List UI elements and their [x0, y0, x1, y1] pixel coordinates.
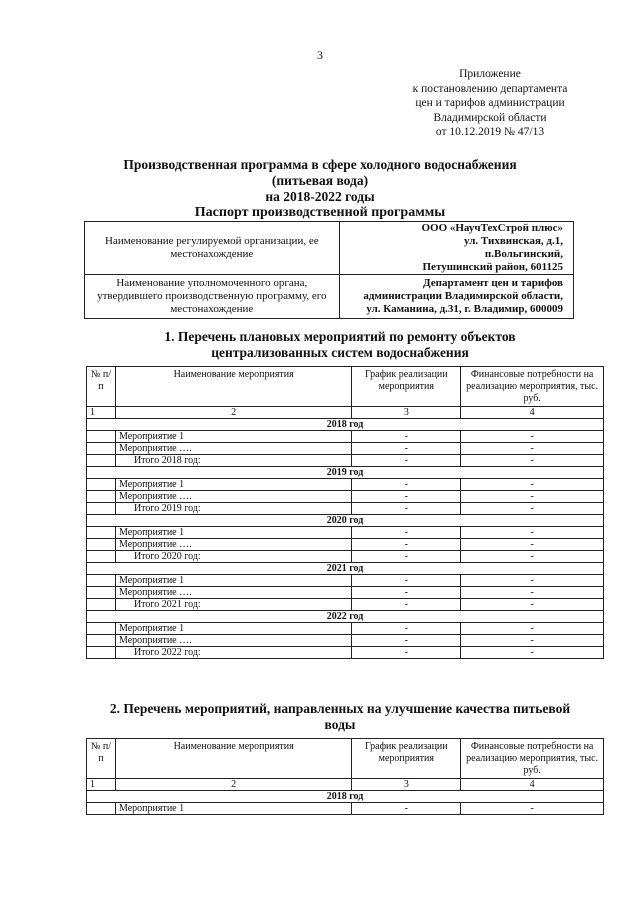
appendix-line: Владимирской области [433, 111, 547, 124]
activity-finance: - [461, 443, 604, 455]
activity-name: Мероприятие 1 [115, 431, 351, 443]
appendix-line: цен и тарифов администрации [415, 97, 565, 109]
total-schedule: - [352, 503, 461, 515]
total-label: Итого 2021 год: [115, 599, 351, 611]
activity-finance: - [461, 803, 604, 815]
activity-finance: - [461, 491, 604, 503]
activity-schedule: - [352, 527, 461, 539]
header-num: № п/п [87, 739, 116, 779]
activity-finance: - [461, 431, 604, 443]
header-schedule: График реализации мероприятия [352, 367, 461, 407]
activity-finance: - [461, 539, 604, 551]
total-finance: - [461, 503, 604, 515]
year-row: 2019 год [87, 467, 604, 479]
title-line: Производственная программа в сфере холодного водоснабжения [123, 157, 517, 172]
authority-label: Наименование уполномоченного органа, утвердившего производственную программу, его местонахождение [85, 275, 340, 319]
table-row [87, 623, 604, 635]
appendix-line: Приложение [459, 68, 521, 80]
total-label: Итого 2018 год: [115, 455, 351, 467]
table-row [87, 527, 604, 539]
org-label: Наименование регулируемой организации, ее местонахождение [85, 222, 340, 275]
year-row: 2018 год [87, 791, 604, 803]
title-line: (питьевая вода) [271, 173, 369, 188]
activity-schedule: - [352, 491, 461, 503]
table1: № п/п Наименование мероприятия График реализации мероприятия Финансовые потребности на реализацию мероприятия, тыс. руб. 1 2 3 4 2018 год Мероприятие 1 - - Мероприятие …. - - Итого 2018 год: - - 2019 год Мероприятие 1 - - Мероприятие …. - - Итого 2019 год: - - 2020 год Мероприятие 1 - - Мероприятие …. - - Итого 2020 год: - - 2021 год Мероприятие 1 - - Мероприятие …. - - Итого 2021 год: - - 2022 год Мероприятие 1 - - Мероприятие …. - - Итого 2022 год: - - [86, 366, 604, 659]
activity-finance: - [461, 479, 604, 491]
table2: № п/п Наименование мероприятия График реализации мероприятия Финансовые потребности на реализацию мероприятия, тыс. руб. 1 2 3 4 2018 год Мероприятие 1 - - [86, 738, 604, 815]
activity-schedule: - [352, 479, 461, 491]
passport-table [84, 221, 574, 319]
table-row [87, 491, 604, 503]
header-schedule: График реализации мероприятия [352, 739, 461, 779]
table-row [87, 431, 604, 443]
activity-name: Мероприятие 1 [115, 479, 351, 491]
authority-value: Департамент цен и тарифов администрации Владимирской области, ул. Каманина, д.31, г. Владимир, 600009 [339, 275, 573, 319]
activity-schedule: - [352, 635, 461, 647]
total-schedule: - [352, 647, 461, 659]
passport-heading: Паспорт производственной программы [194, 205, 446, 220]
appendix-date: от 10.12.2019 № 47/13 [435, 126, 545, 138]
activity-schedule: - [352, 587, 461, 599]
activity-schedule: - [352, 803, 461, 815]
year-row: 2018 год [87, 419, 604, 431]
table-row [87, 575, 604, 587]
total-schedule: - [352, 455, 461, 467]
total-finance: - [461, 551, 604, 563]
total-schedule: - [352, 599, 461, 611]
org-value: ООО «НаучТехСтрой плюс» ул. Тихвинская, д.1, п.Вольгинский, Петушинский район, 601125 [339, 222, 573, 275]
activity-schedule: - [352, 539, 461, 551]
table-row [87, 635, 604, 647]
activity-finance: - [461, 587, 604, 599]
header-finance: Финансовые потребности на реализацию мероприятия, тыс. руб. [461, 739, 604, 779]
total-schedule: - [352, 551, 461, 563]
activity-schedule: - [352, 623, 461, 635]
total-row [87, 503, 604, 515]
activity-name: Мероприятие 1 [115, 527, 351, 539]
header-name: Наименование мероприятия [115, 367, 351, 407]
total-row [87, 455, 604, 467]
activity-name: Мероприятие …. [115, 443, 351, 455]
year-row: 2021 год [87, 563, 604, 575]
activity-name: Мероприятие …. [115, 587, 351, 599]
activity-name: Мероприятие …. [115, 635, 351, 647]
activity-schedule: - [352, 431, 461, 443]
activity-schedule: - [352, 443, 461, 455]
page-number: 3 [317, 48, 323, 62]
document-title [80, 157, 560, 205]
activity-name: Мероприятие 1 [115, 623, 351, 635]
total-row [87, 599, 604, 611]
total-finance: - [461, 599, 604, 611]
activity-name: Мероприятие 1 [115, 575, 351, 587]
year-row: 2022 год [87, 611, 604, 623]
total-row [87, 647, 604, 659]
table-row [87, 539, 604, 551]
activity-schedule: - [352, 575, 461, 587]
activity-finance: - [461, 575, 604, 587]
table-row [87, 443, 604, 455]
activity-finance: - [461, 527, 604, 539]
table-row [87, 479, 604, 491]
header-name: Наименование мероприятия [115, 739, 351, 779]
header-finance: Финансовые потребности на реализацию мероприятия, тыс. руб. [461, 367, 604, 407]
total-label: Итого 2019 год: [115, 503, 351, 515]
appendix-line: к постановлению департамента [412, 82, 568, 95]
activity-finance: - [461, 623, 604, 635]
year-row: 2020 год [87, 515, 604, 527]
activity-finance: - [461, 635, 604, 647]
section1-title: 1. Перечень плановых мероприятий по ремонту объектов централизованных систем водоснабжения [164, 329, 516, 360]
table-row [87, 587, 604, 599]
total-finance: - [461, 647, 604, 659]
section2-title: 2. Перечень мероприятий, направленных на улучшение качества питьевой воды [109, 701, 571, 732]
appendix-block [405, 67, 575, 140]
total-label: Итого 2020 год: [115, 551, 351, 563]
activity-name: Мероприятие …. [115, 539, 351, 551]
title-line: на 2018-2022 годы [265, 189, 375, 204]
activity-name: Мероприятие …. [115, 491, 351, 503]
total-row [87, 551, 604, 563]
total-label: Итого 2022 год: [115, 647, 351, 659]
activity-name: Мероприятие 1 [115, 803, 351, 815]
total-finance: - [461, 455, 604, 467]
header-num: № п/п [87, 367, 116, 407]
table-row [87, 803, 604, 815]
